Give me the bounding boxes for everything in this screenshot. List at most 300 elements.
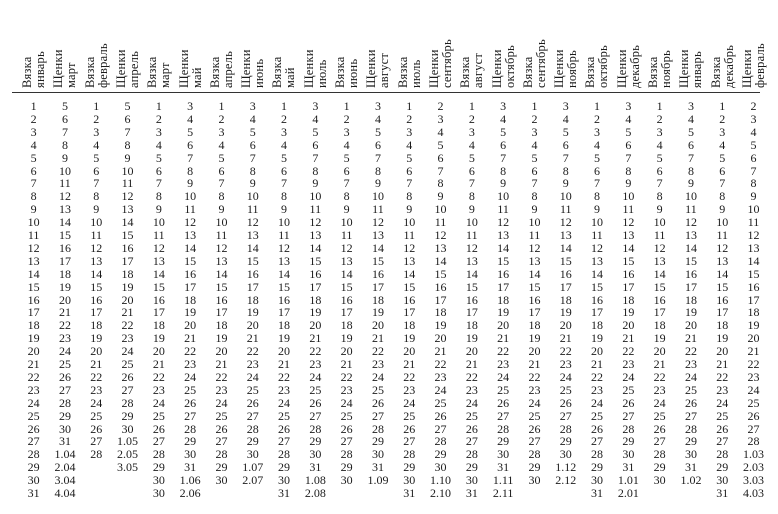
table-cell: 19 bbox=[622, 305, 635, 320]
table-cell: 2.01 bbox=[617, 486, 639, 500]
table-cell: 13 bbox=[58, 202, 71, 217]
table-cell: 1.09 bbox=[367, 473, 389, 488]
table-cell: 19 bbox=[152, 331, 165, 346]
table-cell: 23 bbox=[528, 382, 541, 397]
table-cell: 17 bbox=[591, 305, 604, 320]
table-cell: 25 bbox=[184, 382, 197, 397]
table-cell: 16 bbox=[278, 292, 291, 307]
table-cell: 20 bbox=[434, 331, 447, 346]
column-header bbox=[362, 0, 393, 90]
table-cell: 14 bbox=[152, 266, 165, 281]
table-cell: 27 bbox=[653, 434, 666, 449]
table-cell: 4 bbox=[750, 124, 757, 139]
table-cell: 21 bbox=[58, 305, 71, 320]
table-cell: 18 bbox=[340, 318, 353, 333]
table-cell: 5 bbox=[281, 150, 288, 165]
table-cell: 16 bbox=[121, 240, 134, 255]
table-cell: 18 bbox=[434, 305, 447, 320]
table-cell: 19 bbox=[309, 305, 322, 320]
table-cell: 12 bbox=[747, 228, 760, 242]
column-header-line: октябрь bbox=[502, 45, 517, 88]
column-header bbox=[707, 0, 738, 90]
table-cell: 23 bbox=[27, 382, 40, 397]
table-cell: 23 bbox=[340, 382, 353, 397]
table-cell: 19 bbox=[278, 331, 291, 346]
table-cell: 22 bbox=[622, 344, 635, 359]
table-cell: 8 bbox=[124, 137, 131, 152]
table-cell: 18 bbox=[246, 292, 259, 307]
table-cell: 30 bbox=[684, 447, 697, 462]
table-cell: 3 bbox=[374, 99, 381, 113]
table-cell: 28 bbox=[716, 447, 729, 462]
table-cell: 25 bbox=[215, 408, 228, 423]
table-cell: 2 bbox=[656, 111, 663, 126]
table-cell: 31 bbox=[309, 460, 322, 475]
table-cell: 16 bbox=[340, 292, 353, 307]
table-cell: 15 bbox=[184, 253, 197, 268]
column-header-line: Щенки bbox=[489, 49, 504, 88]
table-cell: 28 bbox=[465, 447, 478, 462]
column-header-line: Щенки bbox=[301, 49, 316, 88]
table-cell: 14 bbox=[27, 266, 40, 281]
column-header-line: Вязка bbox=[583, 56, 598, 88]
table-cell: 8 bbox=[468, 189, 475, 204]
table-cell: 20 bbox=[653, 344, 666, 359]
table-cell: 8 bbox=[249, 163, 256, 178]
table-cell: 9 bbox=[656, 202, 663, 217]
table-cell: 10 bbox=[371, 189, 384, 204]
table-cell: 24 bbox=[465, 395, 478, 410]
table-cell: 25 bbox=[684, 382, 697, 397]
table-cell: 28 bbox=[403, 447, 416, 462]
table-cell: 25 bbox=[465, 408, 478, 423]
table-cell: 20 bbox=[246, 318, 259, 333]
table-cell: 12 bbox=[653, 240, 666, 255]
table-cell: 23 bbox=[246, 357, 259, 371]
table-cell: 30 bbox=[152, 486, 165, 500]
column-header-line: Щенки bbox=[739, 49, 754, 88]
column-header bbox=[738, 0, 769, 90]
table-cell: 22 bbox=[340, 369, 353, 384]
table-cell: 10 bbox=[747, 202, 760, 217]
table-cell: 26 bbox=[309, 395, 322, 410]
table-cell: 12 bbox=[90, 240, 103, 255]
table-cell: 22 bbox=[121, 318, 134, 333]
table-cell: 31 bbox=[27, 486, 40, 500]
table-cell: 27 bbox=[121, 382, 134, 397]
column-header-line: Щенки bbox=[239, 49, 254, 88]
table-cell: 17 bbox=[58, 253, 71, 268]
table-cell: 11 bbox=[246, 202, 259, 217]
table-cell: 3 bbox=[531, 124, 538, 139]
table-cell: 26 bbox=[747, 408, 760, 423]
table-cell: 20 bbox=[278, 344, 291, 359]
table-cell: 22 bbox=[246, 344, 259, 359]
table-cell: 31 bbox=[371, 460, 384, 475]
column-header bbox=[112, 0, 143, 90]
table-cell: 25 bbox=[403, 408, 416, 423]
column-header bbox=[488, 0, 519, 90]
table-cell: 17 bbox=[716, 305, 729, 320]
table-cell: 3 bbox=[218, 124, 225, 139]
table-cell: 16 bbox=[403, 292, 416, 307]
table-cell: 1 bbox=[343, 99, 350, 113]
table-cell: 5 bbox=[30, 150, 37, 165]
table-cell: 11 bbox=[340, 228, 353, 242]
table-cell: 24 bbox=[371, 369, 384, 384]
table-cell: 27 bbox=[684, 408, 697, 423]
table-cell: 19 bbox=[747, 318, 760, 333]
table-cell: 19 bbox=[559, 305, 572, 320]
table-cell: 4 bbox=[468, 137, 475, 152]
table-cell: 4 bbox=[531, 137, 538, 152]
table-cell: 1.06 bbox=[179, 473, 201, 488]
table-cell: 13 bbox=[497, 228, 510, 242]
table-cell: 16 bbox=[747, 279, 760, 294]
table-cell: 18 bbox=[559, 292, 572, 307]
table-cell: 31 bbox=[278, 486, 291, 500]
table-cell: 19 bbox=[591, 331, 604, 346]
table-cell: 26 bbox=[684, 395, 697, 410]
table-cell: 10 bbox=[465, 215, 478, 230]
table-cell: 30 bbox=[653, 473, 666, 488]
table-cell: 6 bbox=[750, 150, 757, 165]
table-cell: 17 bbox=[403, 305, 416, 320]
table-cell: 12 bbox=[278, 240, 291, 255]
table-cell: 31 bbox=[684, 460, 697, 475]
table-cell: 29 bbox=[309, 434, 322, 449]
table-cell: 27 bbox=[58, 382, 71, 397]
table-cell: 15 bbox=[653, 279, 666, 294]
table-cell: 7 bbox=[594, 176, 601, 191]
table-cell: 10 bbox=[246, 189, 259, 204]
table-cell: 6 bbox=[406, 163, 413, 178]
table-cell: 13 bbox=[90, 253, 103, 268]
table-cell: 17 bbox=[246, 279, 259, 294]
table-cell: 29 bbox=[58, 408, 71, 423]
table-cell: 6 bbox=[312, 137, 319, 152]
table-cell: 10 bbox=[403, 215, 416, 230]
table-cell: 11 bbox=[278, 228, 290, 242]
table-cell: 17 bbox=[653, 305, 666, 320]
table-cell: 2 bbox=[531, 111, 538, 126]
table-cell: 17 bbox=[434, 292, 447, 307]
table-cell: 6 bbox=[93, 163, 100, 178]
table-cell: 25 bbox=[278, 408, 291, 423]
table-cell: 28 bbox=[528, 447, 541, 462]
table-cell: 10 bbox=[528, 215, 541, 230]
table-cell: 18 bbox=[528, 318, 541, 333]
column-header-line: июнь bbox=[346, 58, 360, 88]
table-cell: 17 bbox=[684, 279, 697, 294]
table-cell: 9 bbox=[687, 176, 694, 191]
table-cell: 9 bbox=[374, 176, 381, 191]
table-cell: 14 bbox=[497, 240, 510, 255]
table-cell: 22 bbox=[152, 369, 165, 384]
table-cell: 15 bbox=[152, 279, 165, 294]
table-cell: 28 bbox=[371, 421, 384, 436]
table-cell: 28 bbox=[309, 421, 322, 436]
table-column bbox=[738, 0, 769, 514]
table-cell: 27 bbox=[559, 408, 572, 423]
table-cell: 9 bbox=[500, 176, 507, 191]
table-cell: 15 bbox=[403, 279, 416, 294]
table-cell: 23 bbox=[278, 382, 291, 397]
table-cell: 28 bbox=[434, 434, 447, 449]
table-cell: 14 bbox=[653, 266, 666, 281]
table-cell: 11 bbox=[591, 228, 603, 242]
table-cell: 29 bbox=[591, 460, 604, 475]
table-cell: 4 bbox=[625, 111, 632, 126]
table-cell: 14 bbox=[246, 240, 259, 255]
table-cell: 6 bbox=[155, 163, 162, 178]
table-cell: 21 bbox=[403, 357, 416, 371]
table-cell: 27 bbox=[309, 408, 322, 423]
table-cell: 30 bbox=[559, 447, 572, 462]
table-cell: 9 bbox=[30, 202, 37, 217]
table-cell: 4 bbox=[437, 124, 444, 139]
table-cell: 10 bbox=[278, 215, 291, 230]
table-cell: 6 bbox=[437, 150, 444, 165]
table-cell: 15 bbox=[716, 279, 729, 294]
table-cell: 5 bbox=[468, 150, 475, 165]
table-cell: 12 bbox=[152, 240, 165, 255]
table-cell: 26 bbox=[90, 421, 103, 436]
table-cell: 25 bbox=[309, 382, 322, 397]
table-cell: 2.11 bbox=[492, 486, 514, 500]
table-cell: 28 bbox=[340, 447, 353, 462]
table-cell: 19 bbox=[497, 305, 510, 320]
table-cell: 10 bbox=[215, 215, 228, 230]
table-cell: 7 bbox=[687, 150, 694, 165]
table-cell: 26 bbox=[58, 369, 71, 384]
table-cell: 24 bbox=[716, 395, 729, 410]
table-cell: 25 bbox=[622, 382, 635, 397]
table-cell: 21 bbox=[559, 331, 572, 346]
table-column bbox=[644, 0, 675, 514]
table-cell: 21 bbox=[622, 331, 635, 346]
table-cell: 1 bbox=[93, 99, 100, 113]
table-cell: 2 bbox=[155, 111, 162, 126]
table-cell: 28 bbox=[152, 447, 165, 462]
table-cell: 19 bbox=[528, 331, 541, 346]
column-header-line: Вязка bbox=[458, 56, 473, 88]
column-header-line: июль bbox=[314, 59, 329, 88]
table-cell: 24 bbox=[340, 395, 353, 410]
table-cell: 31 bbox=[465, 486, 478, 500]
table-cell: 8 bbox=[406, 189, 413, 204]
table-cell: 4 bbox=[343, 137, 350, 152]
table-cell: 16 bbox=[716, 292, 729, 307]
table-cell: 14 bbox=[747, 253, 760, 268]
table-cell: 16 bbox=[559, 266, 572, 281]
table-cell: 25 bbox=[434, 395, 447, 410]
table-cell: 1.07 bbox=[242, 460, 264, 475]
table-cell: 20 bbox=[152, 344, 165, 359]
table-cell: 10 bbox=[622, 189, 635, 204]
table-cell: 28 bbox=[246, 421, 259, 436]
table-cell: 30 bbox=[278, 473, 291, 488]
table-column bbox=[49, 0, 80, 514]
table-cell: 7 bbox=[187, 150, 194, 165]
table-cell: 13 bbox=[403, 253, 416, 268]
table-cell: 29 bbox=[528, 460, 541, 475]
table-cell: 16 bbox=[309, 266, 322, 281]
table-cell: 1.10 bbox=[430, 473, 452, 488]
table-cell: 19 bbox=[215, 331, 228, 346]
table-cell: 9 bbox=[468, 202, 475, 217]
table-cell: 18 bbox=[58, 266, 71, 281]
table-cell: 4.03 bbox=[743, 486, 765, 500]
table-cell: 10 bbox=[340, 215, 353, 230]
column-header-line: сентябрь bbox=[439, 39, 454, 88]
table-cell: 20 bbox=[403, 344, 416, 359]
table-column bbox=[675, 0, 706, 514]
table-cell: 1.04 bbox=[54, 447, 76, 462]
table-cell: 15 bbox=[371, 253, 384, 268]
table-cell: 11 bbox=[59, 176, 71, 191]
table-cell: 7 bbox=[155, 176, 162, 191]
table-cell: 6 bbox=[124, 111, 131, 126]
table-cell: 21 bbox=[591, 357, 604, 371]
table-cell: 18 bbox=[747, 305, 760, 320]
table-cell: 16 bbox=[653, 292, 666, 307]
table-cell: 5 bbox=[531, 150, 538, 165]
table-cell: 13 bbox=[434, 240, 447, 255]
table-cell: 27 bbox=[27, 434, 40, 449]
table-cell: 20 bbox=[465, 344, 478, 359]
table-cell: 22 bbox=[278, 369, 291, 384]
table-cell: 13 bbox=[591, 253, 604, 268]
table-cell: 22 bbox=[27, 369, 40, 384]
column-header bbox=[268, 0, 299, 90]
table-cell: 13 bbox=[340, 253, 353, 268]
column-header bbox=[237, 0, 268, 90]
table-cell: 10 bbox=[559, 189, 572, 204]
table-cell: 2 bbox=[281, 111, 288, 126]
table-cell: 8 bbox=[61, 137, 68, 152]
table-cell: 13 bbox=[152, 253, 165, 268]
table-cell: 1 bbox=[594, 99, 601, 113]
table-cell: 6 bbox=[656, 163, 663, 178]
table-cell: 21 bbox=[215, 357, 228, 371]
table-cell: 12 bbox=[591, 240, 604, 255]
table-cell: 24 bbox=[747, 382, 760, 397]
table-cell: 30 bbox=[371, 447, 384, 462]
table-cell: 31 bbox=[716, 486, 729, 500]
table-cell: 10 bbox=[716, 215, 729, 230]
table-cell: 5 bbox=[374, 124, 381, 139]
table-cell: 5 bbox=[687, 124, 694, 139]
table-cell: 26 bbox=[121, 369, 134, 384]
table-cell: 23 bbox=[559, 357, 572, 371]
table-column bbox=[550, 0, 581, 514]
table-cell: 2.07 bbox=[242, 473, 264, 488]
table-cell: 3.05 bbox=[117, 460, 139, 475]
table-cell: 13 bbox=[121, 202, 134, 217]
table-cell: 28 bbox=[684, 421, 697, 436]
table-cell: 14 bbox=[371, 240, 384, 255]
table-cell: 9 bbox=[249, 176, 256, 191]
column-header-line: июль bbox=[408, 59, 423, 88]
table-cell: 6 bbox=[500, 137, 507, 152]
table-cell: 12 bbox=[622, 215, 635, 230]
table-cell: 22 bbox=[403, 369, 416, 384]
table-cell: 31 bbox=[184, 460, 197, 475]
table-cell: 26 bbox=[152, 421, 165, 436]
table-cell: 25 bbox=[653, 408, 666, 423]
table-cell: 26 bbox=[215, 421, 228, 436]
table-cell: 19 bbox=[465, 331, 478, 346]
table-cell: 4 bbox=[594, 137, 601, 152]
table-cell: 15 bbox=[90, 279, 103, 294]
table-cell: 30 bbox=[716, 473, 729, 488]
table-cell: 15 bbox=[340, 279, 353, 294]
table-column bbox=[425, 0, 456, 514]
table-cell: 5 bbox=[750, 137, 757, 152]
table-cell: 9 bbox=[343, 202, 350, 217]
table-cell: 23 bbox=[371, 357, 384, 371]
table-cell: 16 bbox=[58, 240, 71, 255]
table-cell: 18 bbox=[403, 318, 416, 333]
table-cell: 28 bbox=[591, 447, 604, 462]
table-cell: 27 bbox=[716, 434, 729, 449]
table-cell: 31 bbox=[591, 486, 604, 500]
table-cell: 22 bbox=[58, 318, 71, 333]
table-cell: 6 bbox=[625, 137, 632, 152]
table-cell: 10 bbox=[309, 189, 322, 204]
column-header-line: август bbox=[471, 52, 486, 88]
table-cell: 18 bbox=[465, 318, 478, 333]
table-cell: 5 bbox=[625, 124, 632, 139]
table-cell: 14 bbox=[278, 266, 291, 281]
table-cell: 29 bbox=[403, 460, 416, 475]
table-cell: 8 bbox=[750, 176, 757, 191]
column-header bbox=[300, 0, 331, 90]
table-cell: 9 bbox=[625, 176, 632, 191]
table-cell: 13 bbox=[747, 240, 760, 255]
table-cell: 15 bbox=[465, 279, 478, 294]
table-cell: 3 bbox=[93, 124, 100, 139]
table-cell: 15 bbox=[246, 253, 259, 268]
table-cell: 2 bbox=[30, 111, 37, 126]
table-cell: 3 bbox=[656, 124, 663, 139]
column-header bbox=[18, 0, 49, 90]
table-cell: 4 bbox=[719, 137, 726, 152]
table-cell: 4 bbox=[281, 137, 288, 152]
table-cell: 12 bbox=[559, 215, 572, 230]
table-cell: 9 bbox=[562, 176, 569, 191]
table-cell: 2 bbox=[406, 111, 413, 126]
table-cell: 21 bbox=[152, 357, 165, 371]
table-cell: 29 bbox=[27, 460, 40, 475]
table-cell: 7 bbox=[218, 176, 225, 191]
column-header-line: февраль bbox=[95, 43, 110, 88]
table-cell: 6 bbox=[343, 163, 350, 178]
table-column bbox=[488, 0, 519, 514]
table-cell: 14 bbox=[559, 240, 572, 255]
table-cell: 29 bbox=[622, 434, 635, 449]
table-cell: 7 bbox=[437, 163, 444, 178]
table-cell: 6 bbox=[594, 163, 601, 178]
table-cell: 12 bbox=[340, 240, 353, 255]
table-cell: 28 bbox=[121, 395, 134, 410]
table-column bbox=[456, 0, 487, 514]
table-cell: 16 bbox=[465, 292, 478, 307]
table-cell: 7 bbox=[750, 163, 757, 178]
table-cell: 13 bbox=[528, 253, 541, 268]
column-header-line: Вязка bbox=[207, 56, 222, 88]
